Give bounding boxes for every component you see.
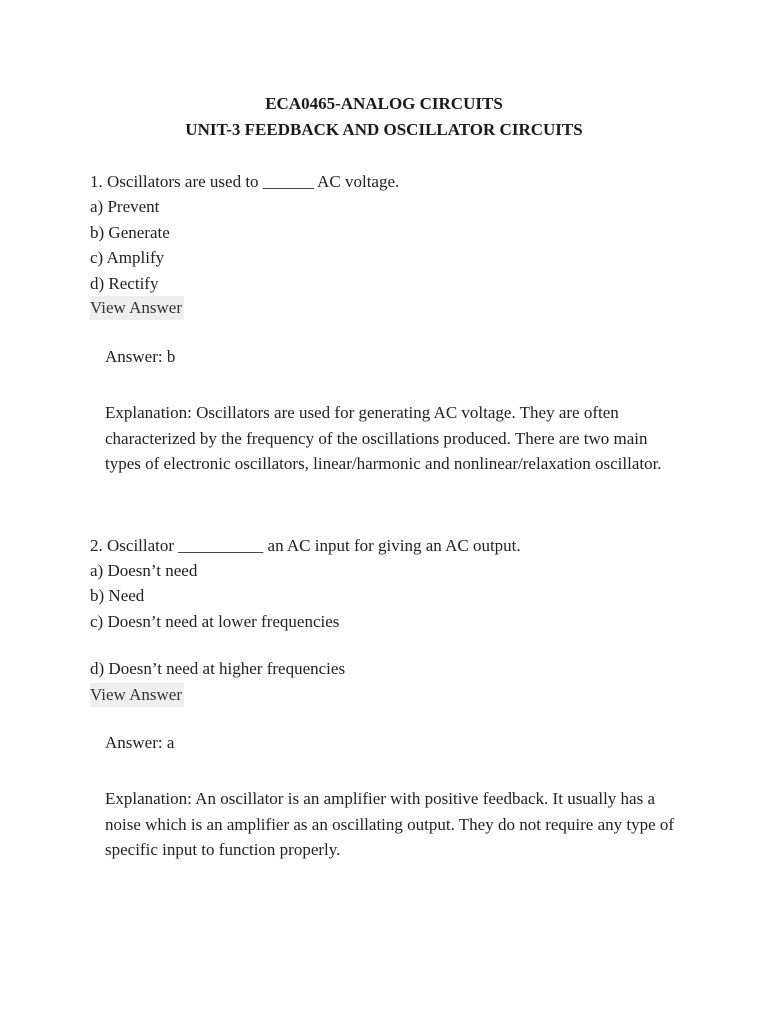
question-2-answer: Answer: a bbox=[105, 733, 175, 752]
question-2-view-answer-button[interactable]: View Answer bbox=[90, 683, 184, 707]
question-2-option-d: d) Doesn’t need at higher frequencies bbox=[90, 659, 346, 678]
question-2-explanation: Explanation: An oscillator is an amplifier with positive feedback. It usually has a noise which is an amplifier as an oscillating output. They do not require any type of specific input to function properly. bbox=[105, 789, 675, 859]
course-title: ECA0465-ANALOG CIRCUITS bbox=[265, 94, 503, 113]
question-1-option-b: b) Generate bbox=[90, 223, 170, 242]
question-2-option-b: b) Need bbox=[90, 586, 145, 605]
question-2-option-c: c) Doesn’t need at lower frequencies bbox=[90, 612, 340, 631]
question-1-option-d: d) Rectify bbox=[90, 274, 159, 293]
unit-title: UNIT-3 FEEDBACK AND OSCILLATOR CIRCUITS bbox=[185, 120, 583, 139]
question-1-view-answer-button[interactable]: View Answer bbox=[90, 296, 184, 320]
question-2-text: 2. Oscillator __________ an AC input for giving an AC output. bbox=[90, 536, 521, 555]
question-1-answer: Answer: b bbox=[105, 347, 176, 366]
question-1-option-a: a) Prevent bbox=[90, 197, 160, 216]
question-1-explanation: Explanation: Oscillators are used for generating AC voltage. They are often characterized by the frequency of the oscillations produced. There are two main types of electronic oscillators, linear/harmonic and nonlinear/relaxation oscillator. bbox=[105, 403, 662, 473]
question-1-text: 1. Oscillators are used to ______ AC voltage. bbox=[90, 172, 400, 191]
question-1-option-c: c) Amplify bbox=[90, 248, 165, 267]
question-2-option-a: a) Doesn’t need bbox=[90, 561, 198, 580]
